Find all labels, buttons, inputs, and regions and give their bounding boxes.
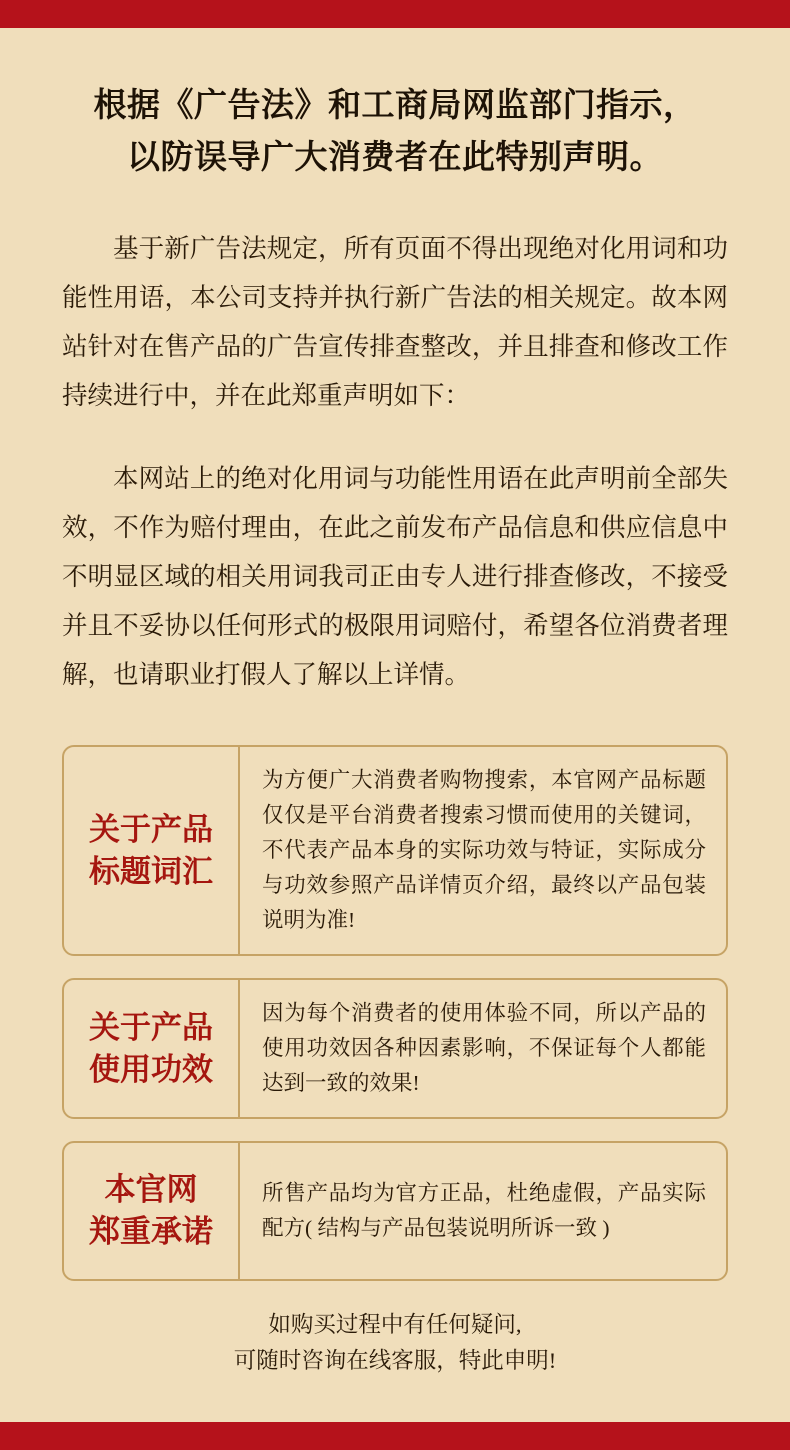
statement-cards — [62, 745, 728, 1281]
statement-paragraph-2: 本网站上的绝对化用词与功能性用语在此声明前全部失效，不作为赔付理由，在此之前发布产品信息和供应信息中不明显区域的相关用词我司正由专人进行排查修改，不接受并且不妥协以任何形式的极限用词赔付，希望各位消费者理解，也请职业打假人了解以上详情。 — [62, 464, 728, 689]
card-title-line-2: 使用功效 — [89, 1051, 213, 1087]
card-title-line-2: 标题词汇 — [89, 853, 213, 889]
card-title — [64, 747, 240, 954]
statement-paragraph-1: 基于新广告法规定，所有页面不得出现绝对化用词和功能性用语，本公司支持并执行新广告法的相关规定。故本网站针对在售产品的广告宣传排查整改，并且排查和修改工作持续进行中，并在此郑重声明如下： — [62, 234, 728, 410]
card-product-title-wording — [62, 745, 728, 956]
card-body: 所售产品均为官方正品，杜绝虚假，产品实际配方( 结构与产品包装说明所诉一致 ) — [262, 1181, 706, 1240]
card-official-promise — [62, 1141, 728, 1281]
footer-line-2: 可随时咨询在线客服，特此申明! — [233, 1348, 557, 1373]
card-title-line-1: 关于产品 — [89, 811, 213, 847]
card-title — [64, 1143, 240, 1279]
card-title — [64, 980, 240, 1117]
footer-line-1: 如购买过程中有任何疑问, — [268, 1312, 522, 1337]
page-title-line-2: 以防误导广大消费者在此特别声明。 — [127, 140, 663, 176]
page-title — [62, 80, 728, 184]
card-body: 因为每个消费者的使用体验不同，所以产品的使用功效因各种因素影响，不保证每个人都能达到一致的效果! — [262, 1001, 706, 1095]
page-title-line-1: 根据《广告法》和工商局网监部门指示， — [93, 88, 697, 124]
footer-note — [62, 1307, 728, 1379]
card-title-line-1: 本官网 — [104, 1172, 198, 1207]
card-title-line-1: 关于产品 — [89, 1009, 213, 1045]
card-product-efficacy — [62, 978, 728, 1119]
card-title-line-2: 郑重承诺 — [89, 1214, 213, 1249]
disclaimer-panel — [0, 28, 790, 1422]
card-body: 为方便广大消费者购物搜索，本官网产品标题仅仅是平台消费者搜索习惯而使用的关键词，不代表产品本身的实际功效与特证，实际成分与功效参照产品详情页介绍，最终以产品包装说明为准! — [262, 768, 706, 932]
